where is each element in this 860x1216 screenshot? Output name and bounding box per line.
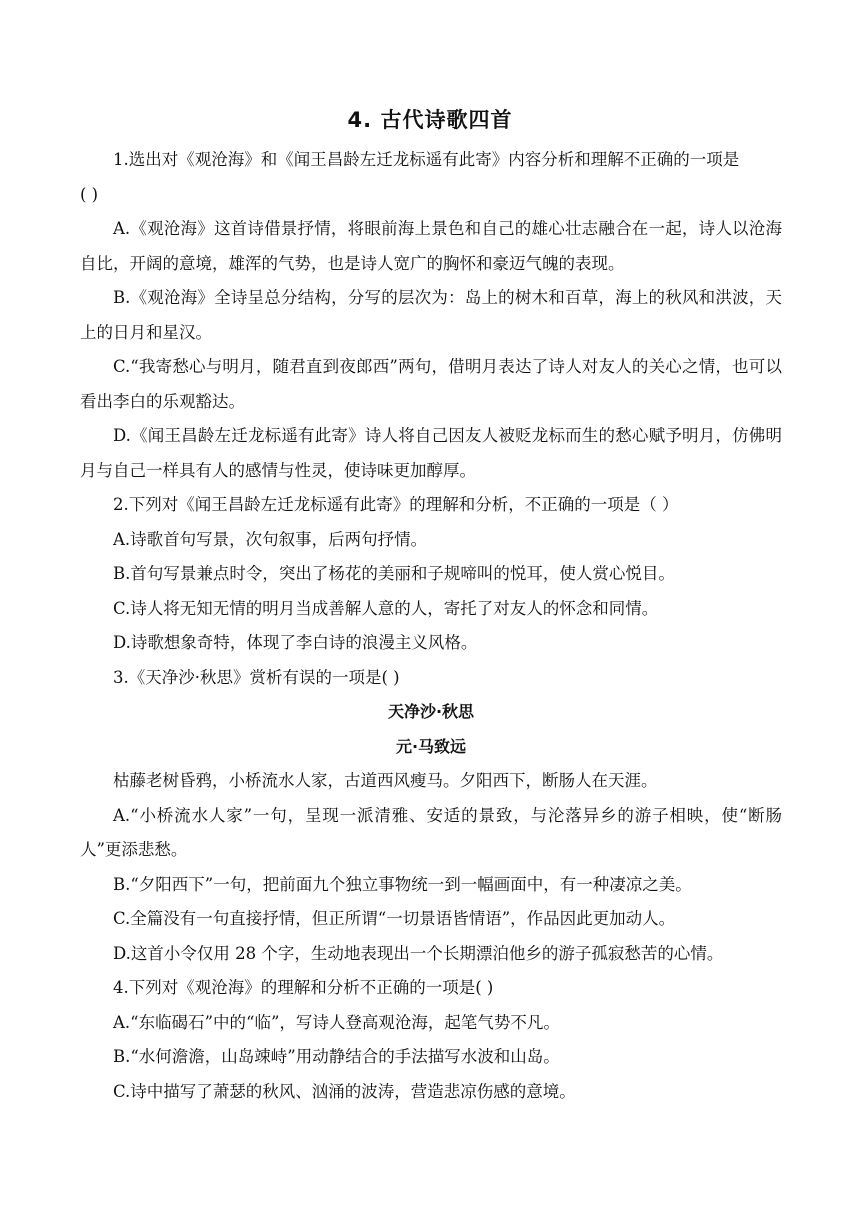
question-3-option-b: B.“夕阳西下”一句，把前面九个独立事物统一到一幅画面中，有一种凄凉之美。 bbox=[113, 874, 692, 894]
document-body bbox=[80, 143, 782, 1109]
question-4-option-c: C.诗中描写了萧瑟的秋风、汹涌的波涛，营造悲凉伤感的意境。 bbox=[113, 1081, 576, 1101]
question-2-option-b: B.首句写景兼点时令，突出了杨花的美丽和子规啼叫的悦耳，使人赏心悦目。 bbox=[113, 564, 675, 583]
question-3-stem: 3.《天净沙·秋思》赏析有误的一项是( ) bbox=[113, 667, 400, 687]
question-1-option-a: A.《观沧海》这首诗借景抒情，将眼前海上景色和自己的雄心壮志融合在一起，诗人以沧海自比，开阔的意境，雄浑的气势，也是诗人宽广的胸怀和豪迈气魄的表现。 bbox=[80, 219, 782, 273]
question-4-option-b: B.“水何澹澹，山岛竦峙”用动静结合的手法描写水波和山岛。 bbox=[113, 1047, 560, 1066]
question-4-stem: 4.下列对《观沧海》的理解和分析不正确的一项是( ) bbox=[113, 978, 494, 997]
question-1-option-b: B.《观沧海》全诗呈总分结构，分写的层次为：岛上的树木和百草，海上的秋风和洪波，天上的日月和星汉。 bbox=[80, 288, 782, 342]
question-3-option-c: C.全篇没有一句直接抒情，但正所谓“一切景语皆情语”，作品因此更加动人。 bbox=[113, 909, 676, 928]
question-1-option-c: C.“我寄愁心与明月，随君直到夜郎西”两句，借明月表达了诗人对友人的关心之情，也可以看出李白的乐观豁达。 bbox=[80, 357, 782, 411]
poem-text: 枯藤老树昏鸦，小桥流水人家，古道西风瘦马。夕阳西下，断肠人在天涯。 bbox=[113, 771, 658, 790]
question-4-option-a: A.“东临碣石”中的“临”，写诗人登高观沧海，起笔气势不凡。 bbox=[113, 1012, 560, 1032]
question-1-option-d: D.《闻王昌龄左迁龙标遥有此寄》诗人将自己因友人被贬龙标而生的愁心赋予明月，仿佛明月与自己一样具有人的感情与性灵，使诗味更加醇厚。 bbox=[80, 426, 782, 480]
question-2-option-d: D.诗歌想象奇特，体现了李白诗的浪漫主义风格。 bbox=[113, 633, 478, 652]
question-1-stem: 1.选出对《观沧海》和《闻王昌龄左迁龙标遥有此寄》内容分析和理解不正确的一项是 bbox=[113, 150, 740, 169]
document-title: 4. 古代诗歌四首 bbox=[347, 108, 513, 132]
question-2-option-a: A.诗歌首句写景，次句叙事，后两句抒情。 bbox=[113, 529, 428, 549]
question-1-bracket: ( ) bbox=[80, 184, 99, 204]
question-3-option-a: A.“小桥流水人家”一句，呈现一派清雅、安适的景致，与沦落异乡的游子相映，使“断肠人”更添悲愁。 bbox=[80, 805, 782, 859]
question-2-option-c: C.诗人将无知无情的明月当成善解人意的人，寄托了对友人的怀念和同情。 bbox=[113, 598, 659, 618]
question-2-stem: 2.下列对《闻王昌龄左迁龙标遥有此寄》的理解和分析，不正确的一项是（ ） bbox=[113, 495, 679, 514]
question-3-option-d: D.这首小令仅用 28 个字，生动地表现出一个长期漂泊他乡的游子孤寂愁苦的心情。 bbox=[113, 943, 724, 963]
poem-author: 元·马致远 bbox=[395, 736, 467, 756]
poem-title: 天净沙·秋思 bbox=[387, 702, 475, 721]
